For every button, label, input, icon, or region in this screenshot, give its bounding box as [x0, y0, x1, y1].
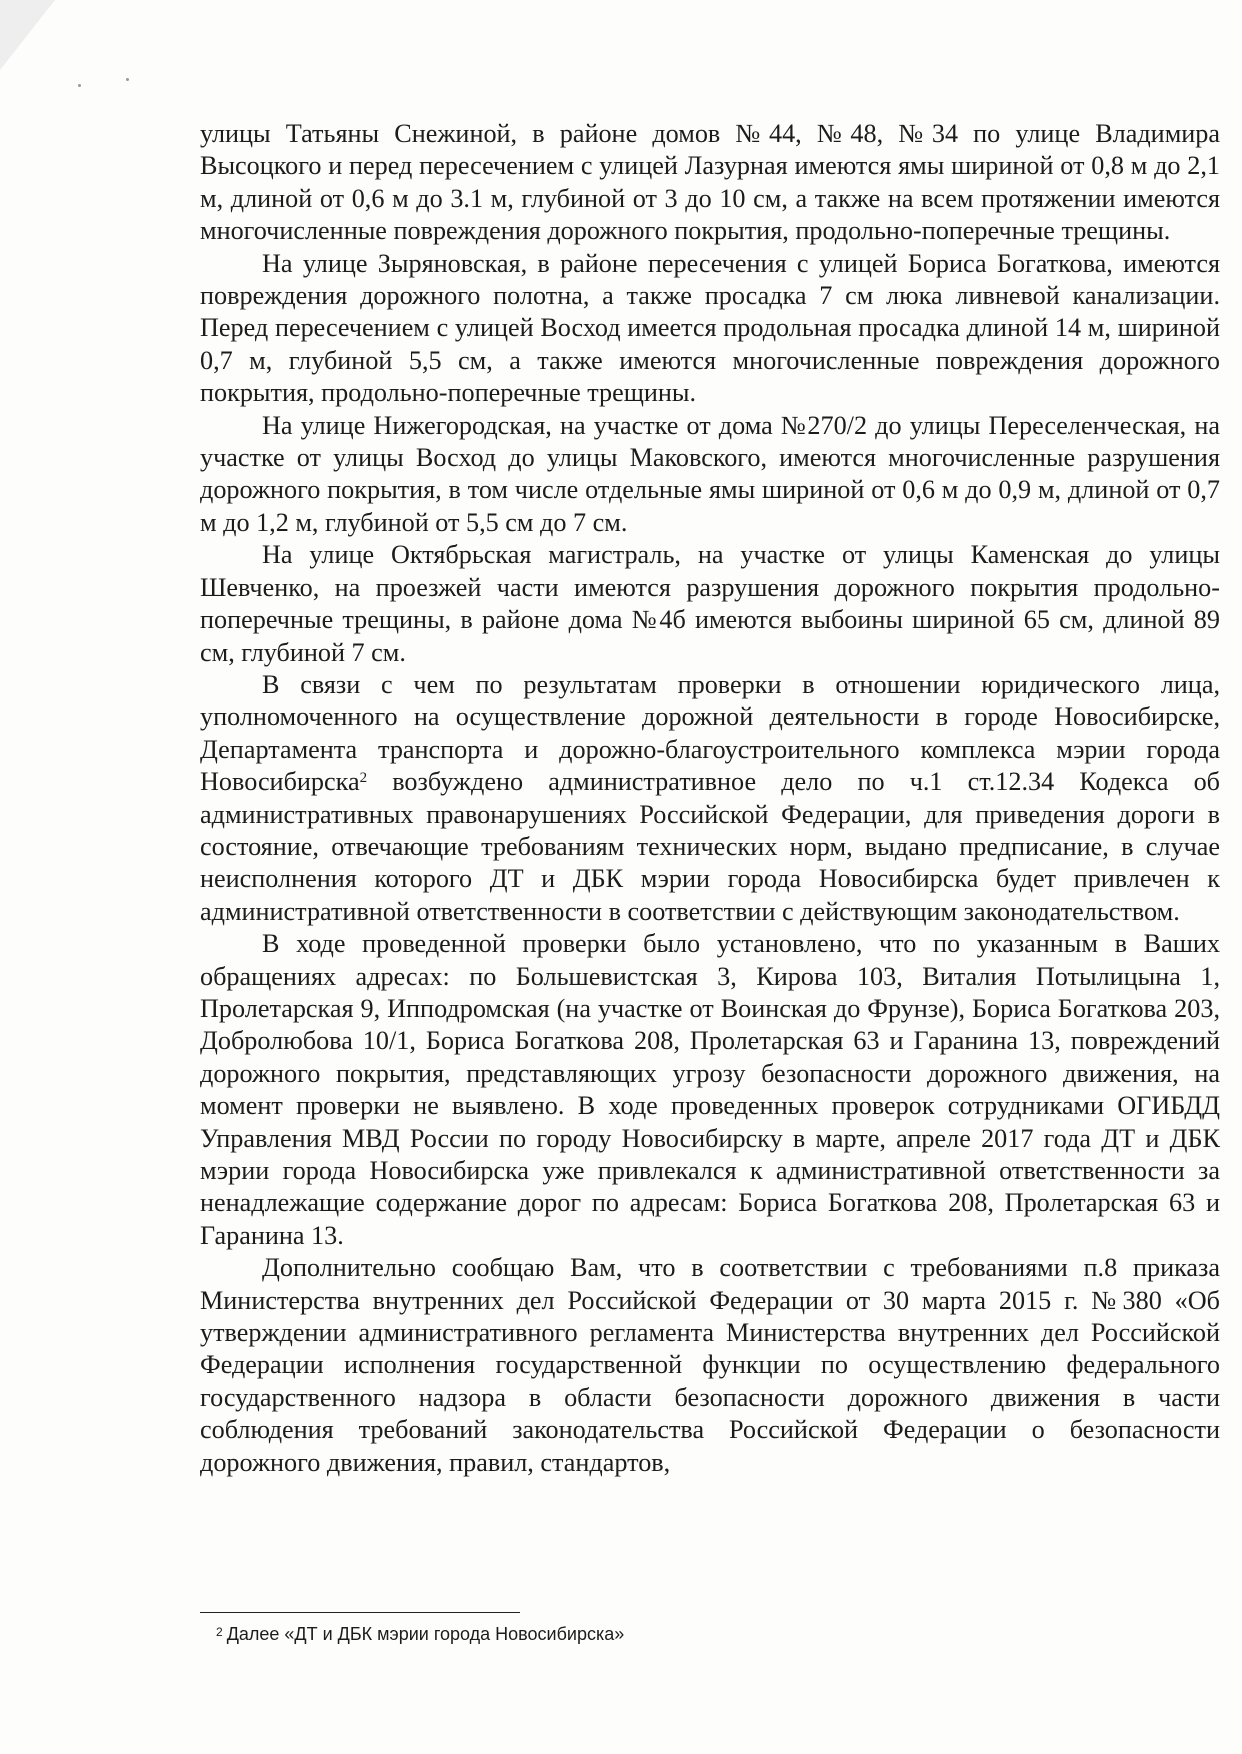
paragraph-4: На улице Октябрьская магистраль, на участке от улицы Каменская до улицы Шевченко, на проезжей части имеются разрушения дорожного покрытия продольно-поперечные трещины, в районе дома №4б имеются выбоины шириной 65 см, длиной 89 см, глубиной 7 см.	[200, 540, 1220, 667]
footnote-text: Далее «ДТ и ДБК мэрии города Новосибирска»	[226, 1624, 625, 1644]
scan-speck	[126, 78, 129, 81]
paragraph-7: Дополнительно сообщаю Вам, что в соответствии с требованиями п.8 приказа Министерства внутренних дел Российской Федерации от 30 марта 2015 г. №380 «Об утверждении административного регламента Министерства внутренних дел Российской Федерации исполнения государственной функции по осуществлению федерального государственного надзора в области безопасности дорожного движения в части соблюдения требований законодательства Российской Федерации о безопасности дорожного движения, правил, стандартов,	[200, 1253, 1220, 1477]
page-corner-fold	[0, 0, 55, 70]
letter-body	[200, 118, 1220, 1479]
paragraph-5	[200, 669, 1220, 928]
paragraph-3: На улице Нижегородская, на участке от дома №270/2 до улицы Переселенческая, на участке от улицы Восход до улицы Маковского, имеются многочисленные разрушения дорожного покрытия, в том числе отдельные ямы шириной от 0,6 м до 0,9 м, длиной от 0,7 м до 1,2 м, глубиной от 5,5 см до 7 см.	[200, 410, 1220, 537]
paragraph-5-start: В связи с чем по результатам проверки в отношении юридического лица, уполномоченного на осуществление дорожной деятельности в городе Новосибирске, Департамента транспорта и дорожно-благоустроительного комплекса мэрии города Новосибирска	[200, 669, 1220, 797]
paragraph-5-end: возбуждено административное дело по ч.1 ст.12.34 Кодекса об административных правонарушениях Российской Федерации, для приведения дороги в состояние, отвечающие требованиям технических норм, выдано предписание, в случае неисполнения которого ДТ и ДБК мэрии города Новосибирска будет привлечен к административной ответственности в соответствии с действующим законодательством.	[200, 767, 1220, 926]
paragraph-6: В ходе проведенной проверки было установлено, что по указанным в Ваших обращениях адресах: по Большевистская 3, Кирова 103, Виталия Потылицына 1, Пролетарская 9, Ипподромская (на участке от Воинская до Фрунзе), Бориса Богаткова 203, Добролюбова 10/1, Бориса Богаткова 208, Пролетарская 63 и Гаранина 13, повреждений дорожного покрытия, представляющих угрозу безопасности дорожного движения, на момент проверки не выявлено. В ходе проведенных проверок сотрудниками ОГИБДД Управления МВД России по городу Новосибирску в марте, апреле 2017 года ДТ и ДБК мэрии города Новосибирска уже привлекался к административной ответственности за ненадлежащие содержание дорог по адресам: Бориса Богаткова 208, Пролетарская 63 и Гаранина 13.	[200, 929, 1220, 1250]
footnote-divider	[200, 1612, 520, 1613]
footnote	[216, 1622, 624, 1646]
scan-speck	[78, 84, 81, 87]
paragraph-2: На улице Зыряновская, в районе пересечения с улицей Бориса Богаткова, имеются повреждения дорожного полотна, а также просадка 7 см люка ливневой канализации. Перед пересечением с улицей Восход имеется продольная просадка длиной 14 м, шириной 0,7 м, глубиной 5,5 см, а также имеются многочисленные повреждения дорожного покрытия, продольно-поперечные трещины.	[200, 248, 1220, 408]
footnote-mark: 2	[216, 1625, 223, 1639]
footnote-reference: 2	[359, 770, 368, 787]
paragraph-1: улицы Татьяны Снежиной, в районе домов №44, №48, №34 по улице Владимира Высоцкого и перед пересечением с улицей Лазурная имеются ямы шириной от 0,8 м до 2,1 м, длиной от 0,6 м до 3.1 м, глубиной от 3 до 10 см, а также на всем протяжении имеются многочисленные повреждения дорожного покрытия, продольно-поперечные трещины.	[200, 119, 1220, 246]
